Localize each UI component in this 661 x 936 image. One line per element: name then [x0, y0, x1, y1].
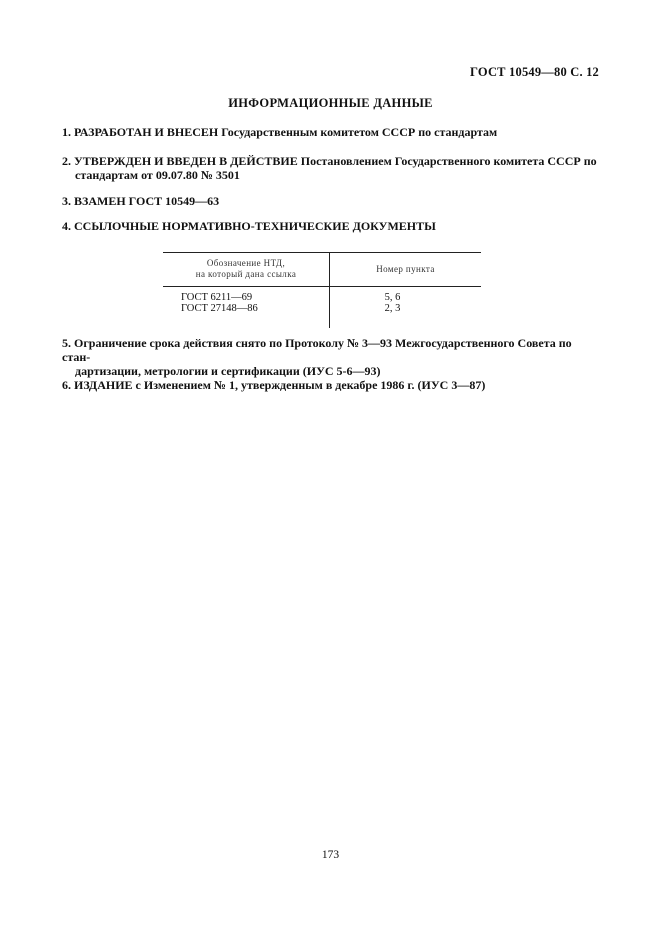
info-item-1-text: 1. РАЗРАБОТАН И ВНЕСЕН Государственным комитетом СССР по стандартам: [62, 125, 498, 139]
info-item-3: [62, 194, 602, 208]
table-header-document-line1: Обозначение НТД,: [206, 258, 286, 268]
info-item-4: [62, 219, 602, 233]
info-item-2-continuation: стандартам от 09.07.80 № 3501: [75, 168, 240, 182]
table-header-document: [163, 253, 330, 287]
table-row: [163, 287, 481, 304]
table-header-document-line2: на который дана ссылка: [195, 269, 297, 279]
page-number: 173: [321, 849, 340, 861]
table-cell-document: ГОСТ 6211—69: [163, 287, 330, 304]
info-item-1: [62, 125, 602, 139]
table-cell-clause: 2, 3: [384, 303, 401, 314]
table-cell-document: ГОСТ 27148—86: [163, 303, 330, 328]
referenced-documents-table: [163, 252, 481, 328]
standard-reference: ГОСТ 10549—80 С. 12: [470, 65, 599, 79]
table-row: [163, 303, 481, 328]
info-item-5: [62, 336, 602, 378]
table-cell-clause: 5, 6: [384, 292, 401, 303]
info-item-2: [62, 154, 602, 182]
info-item-6: [62, 378, 602, 392]
info-item-6-text: 6. ИЗДАНИЕ с Изменением № 1, утвержденным в декабре 1986 г. (ИУС 3—87): [62, 378, 486, 392]
info-item-5-text: 5. Ограничение срока действия снято по Протоколу № 3—93 Межгосударственного Совета по стан-: [62, 336, 572, 364]
info-item-2-text: 2. УТВЕРЖДЕН И ВВЕДЕН В ДЕЙСТВИЕ Постановлением Государственного комитета СССР по: [62, 154, 597, 168]
table-header-clause: Номер пункта: [330, 253, 482, 287]
info-item-4-text: 4. ССЫЛОЧНЫЕ НОРМАТИВНО-ТЕХНИЧЕСКИЕ ДОКУМЕНТЫ: [62, 219, 436, 233]
info-item-5-continuation: дартизации, метрологии и сертификации (ИУС 5-6—93): [75, 364, 381, 378]
section-title: ИНФОРМАЦИОННЫЕ ДАННЫЕ: [228, 96, 433, 110]
info-item-3-text: 3. ВЗАМЕН ГОСТ 10549—63: [62, 194, 220, 208]
